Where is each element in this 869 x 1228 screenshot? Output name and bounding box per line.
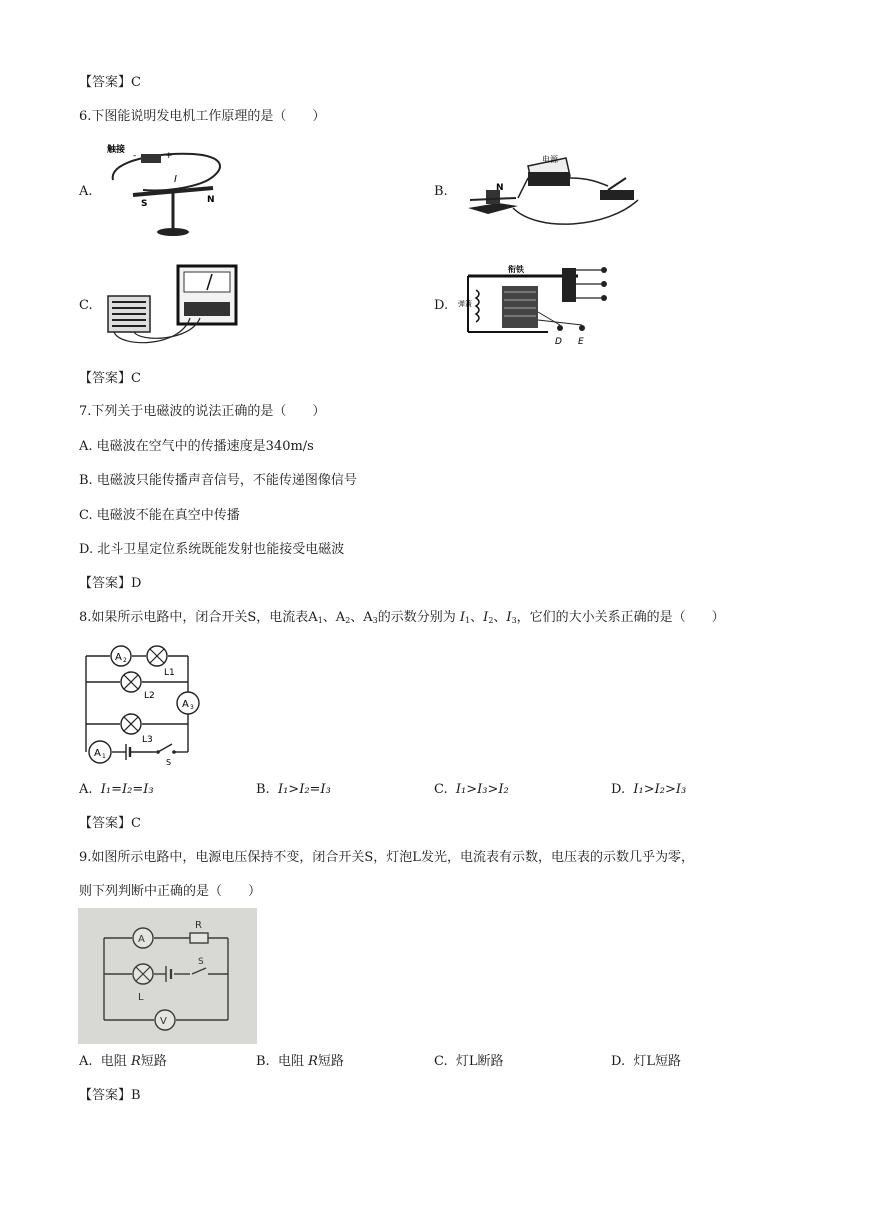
question-7-stem: 7.下列关于电磁波的说法正确的是（ ） [79, 404, 326, 419]
lamp-l2-icon [121, 672, 141, 692]
svg-text:3: 3 [190, 704, 194, 711]
lamp-l2-label: L2 [144, 691, 155, 701]
answer-6: 【答案】C [79, 371, 141, 386]
lamp-l1-icon [147, 646, 167, 666]
answer-9: 【答案】B [79, 1088, 141, 1103]
wire-2 [570, 178, 608, 186]
touch-label: 触接 [107, 145, 126, 155]
meter-base [184, 302, 230, 316]
power-box-front [528, 172, 570, 186]
magnet-base [468, 203, 518, 214]
spring-icon [476, 290, 479, 322]
d-label: D [555, 337, 562, 347]
q6-option-a-label: A. [79, 184, 93, 199]
lamp-icon [133, 964, 153, 984]
switch-base [600, 190, 634, 200]
svg-text:V: V [160, 1016, 167, 1027]
svg-text:A: A [94, 748, 101, 759]
terminal-e [579, 325, 585, 331]
svg-text:2: 2 [123, 657, 127, 664]
lamp-label: L [138, 992, 144, 1003]
wire-3 [513, 200, 638, 224]
q8-option-b: B. I₁>I₂=I₃ [256, 782, 331, 797]
q9-option-c: C. 灯L断路 [434, 1054, 504, 1069]
minus-label: - [133, 151, 137, 161]
q8-circuit-diagram [80, 642, 210, 768]
q7-option-c: C. 电磁波不能在真空中传播 [79, 508, 240, 523]
question-9-stem-line2: 则下列判断中正确的是（ ） [79, 884, 262, 899]
q6-figure-c [100, 262, 245, 350]
s-pole-label: S [141, 199, 148, 209]
q6-figure-a [103, 140, 243, 240]
q7-option-d: D. 北斗卫星定位系统既能发射也能接受电磁波 [79, 542, 345, 557]
q9-option-d: D. 灯L短路 [611, 1054, 681, 1069]
q7-option-a: A. 电磁波在空气中的传播速度是340m/s [79, 439, 314, 454]
switch-lever [608, 178, 626, 190]
svg-text:A: A [182, 699, 189, 710]
q9-option-a: A. 电阻 R短路 [79, 1054, 167, 1069]
e-label: E [578, 337, 584, 347]
svg-text:A: A [138, 934, 145, 945]
armature-label: 衔铁 [508, 265, 524, 274]
terminals [601, 267, 607, 301]
switch-label: S [198, 957, 204, 967]
q8-option-d: D. I₁>I₂>I₃ [611, 782, 687, 797]
current-label: I [174, 174, 177, 185]
switch-label: S [166, 758, 172, 767]
answer-7: 【答案】D [79, 576, 142, 591]
plus-label: + [165, 151, 173, 161]
svg-text:1: 1 [102, 753, 106, 760]
power-label: 电源 [542, 155, 558, 164]
lamp-l3-label: L3 [142, 735, 153, 745]
q8-option-c: C. I₁>I₃>I₂ [434, 782, 509, 797]
svg-text:A: A [115, 652, 122, 663]
n-pole-label: N [207, 195, 215, 205]
n-label: N [496, 183, 504, 193]
conductor-rod [470, 198, 516, 200]
lamp-l3-icon [121, 714, 141, 734]
wire-1 [518, 178, 528, 198]
q7-option-b: B. 电磁波只能传播声音信号，不能传递图像信号 [79, 473, 357, 488]
question-9-stem-line1: 9.如图所示电路中，电源电压保持不变，闭合开关S，灯泡L发光，电流表有示数，电压表的示数几乎为零， [79, 850, 694, 865]
spring-label: 弹簧 [458, 300, 472, 308]
answer-5: 【答案】C [79, 75, 141, 90]
question-8-stem: 8.如果所示电路中，闭合开关S，电流表$A_1$、$A_2$、$A_3$的示数分别为 $I_1$、$I_2$、$I_3$，它们的大小关系正确的是（ ） [79, 610, 725, 625]
q8-option-a: A. I₁=I₂=I₃ [79, 782, 154, 797]
q6-option-b-label: B. [434, 184, 448, 199]
q6-figure-d [458, 262, 618, 350]
stand-base [157, 228, 189, 236]
resistor-label: R [195, 920, 202, 931]
q6-figure-b [458, 148, 648, 238]
contact-block [562, 268, 576, 302]
q6-option-c-label: C. [79, 298, 93, 313]
battery-icon [141, 154, 161, 163]
q9-option-b: B. 电阻 R短路 [256, 1054, 344, 1069]
answer-8: 【答案】C [79, 816, 141, 831]
resistor-icon [190, 933, 208, 943]
question-6-stem: 6.下图能说明发电机工作原理的是（ ） [79, 109, 326, 124]
lamp-l1-label: L1 [164, 668, 175, 678]
q6-option-d-label: D. [434, 298, 449, 313]
q9-circuit-photo [78, 908, 257, 1044]
terminal-d [557, 325, 563, 331]
